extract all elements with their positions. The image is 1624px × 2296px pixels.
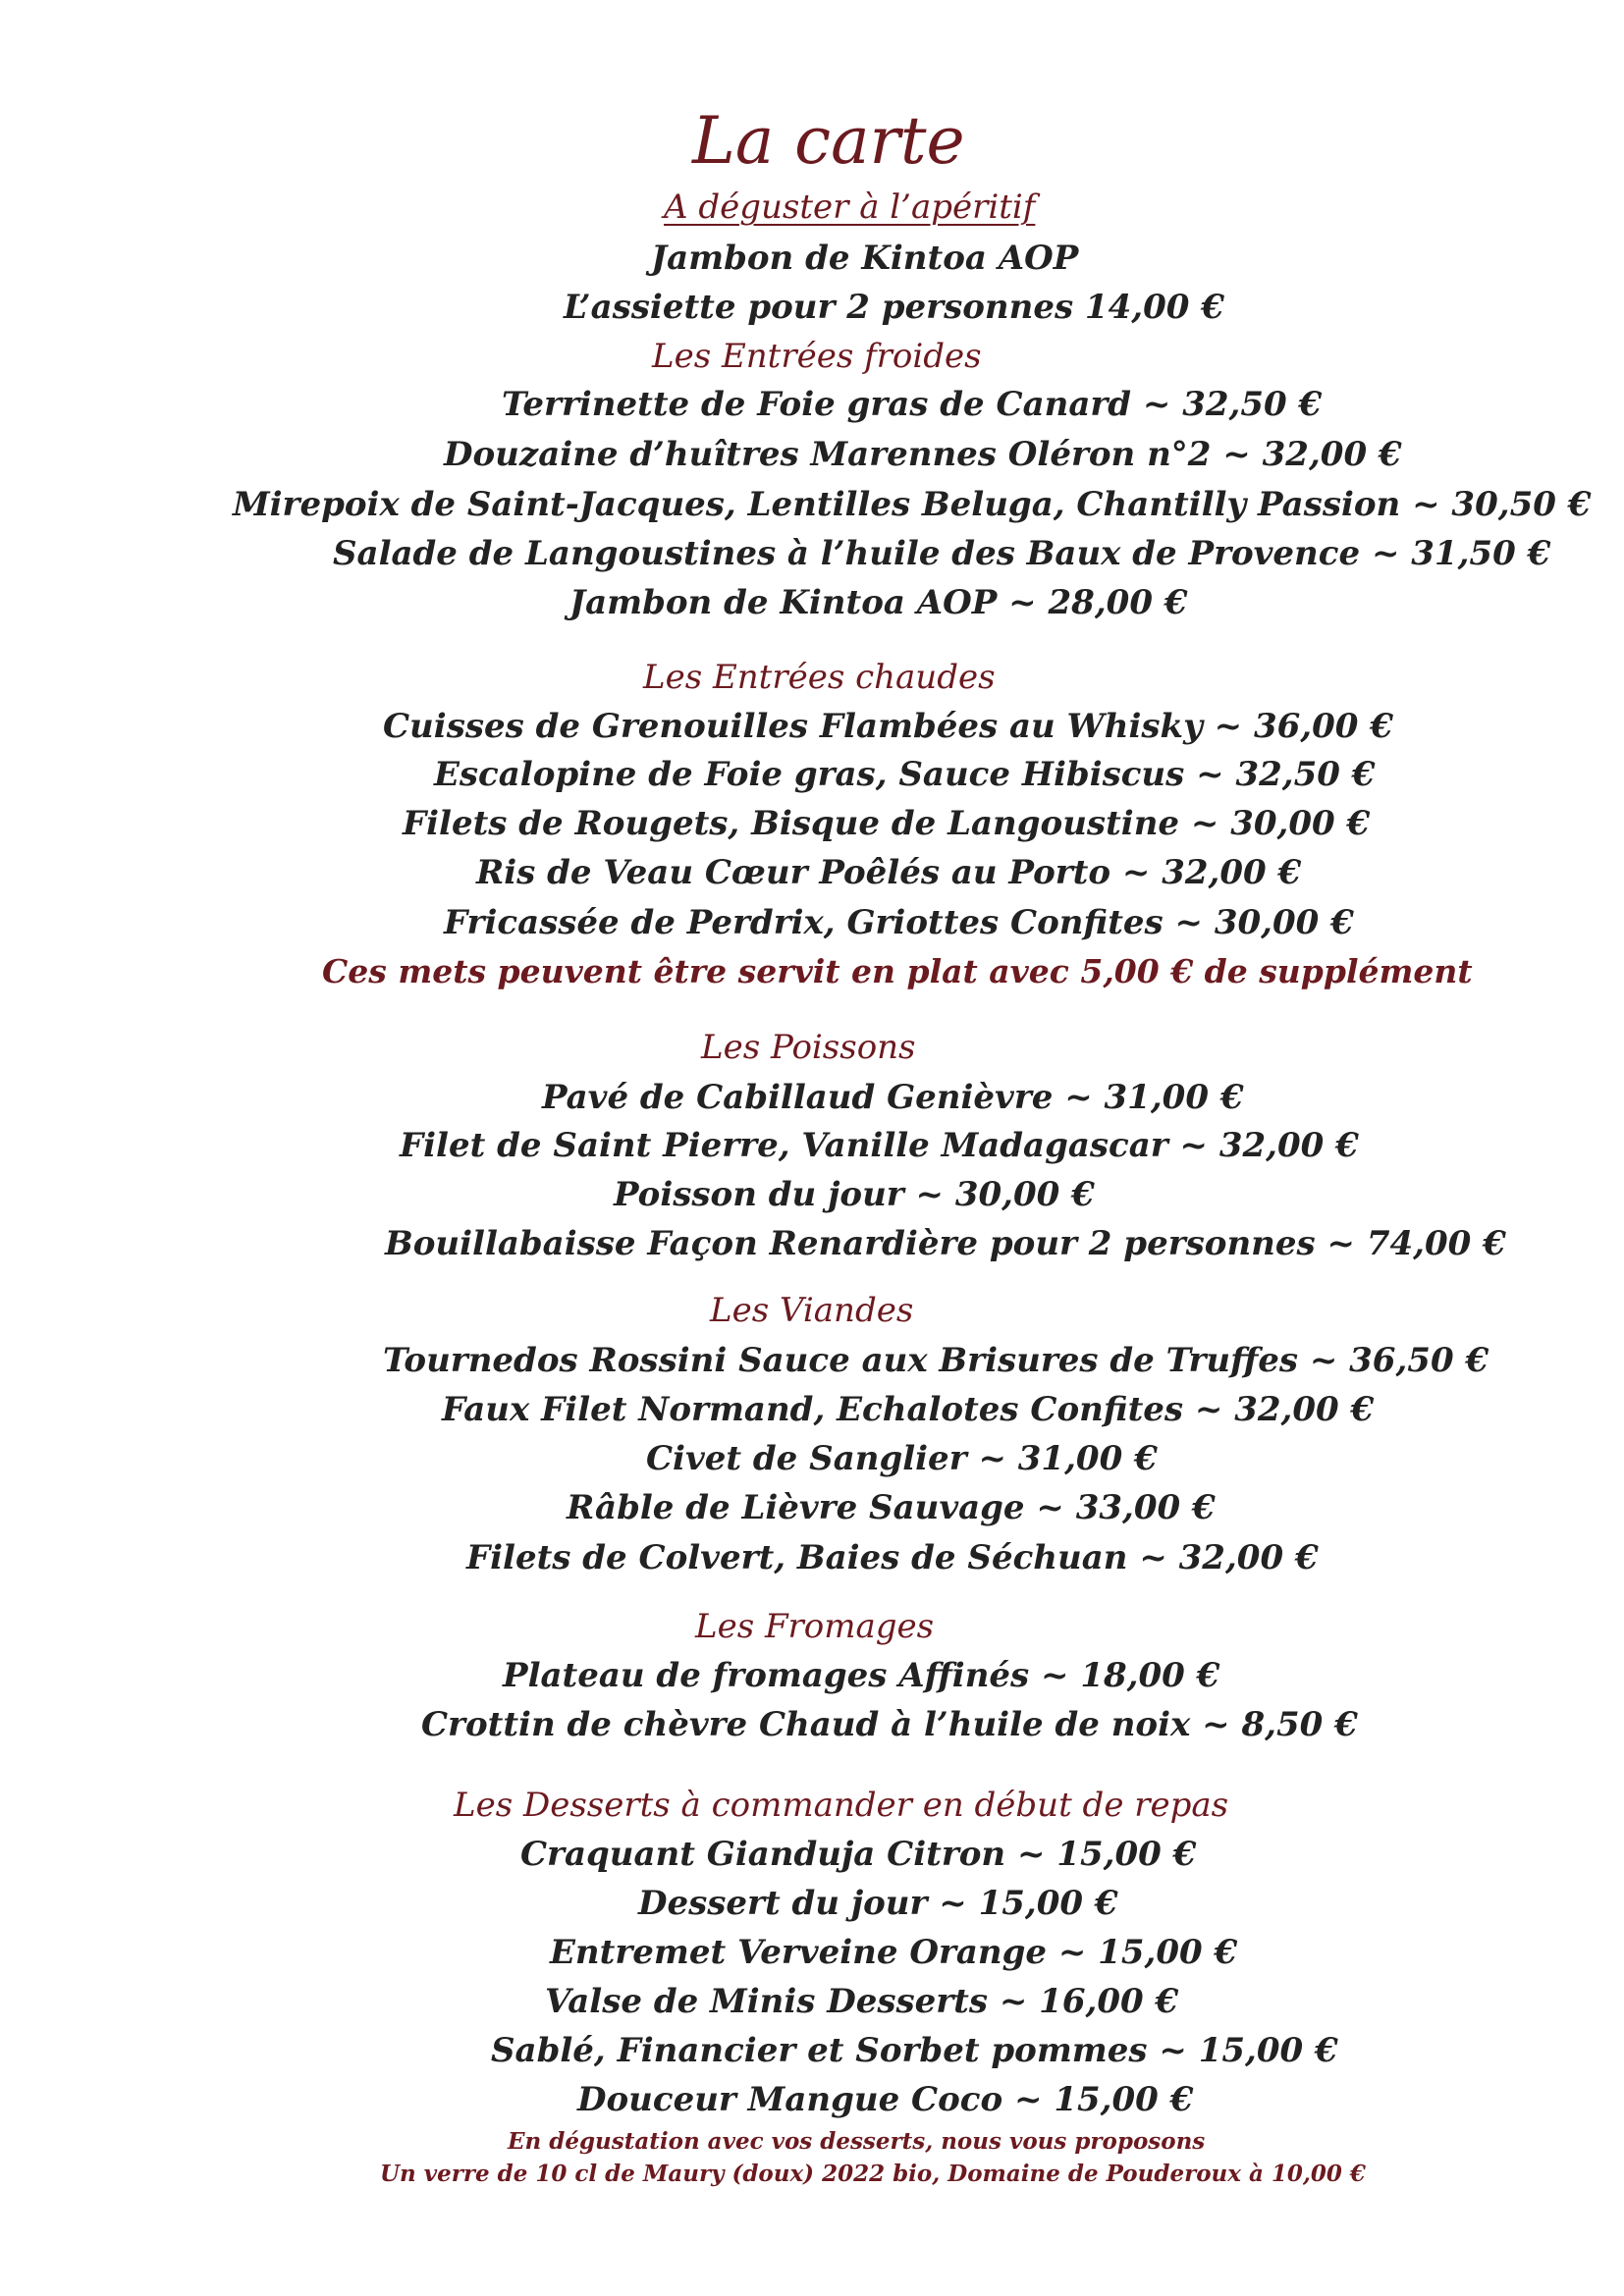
desserts-heading: Les Desserts à commander en début de repas bbox=[454, 1786, 1229, 1825]
menu-item: Escalopine de Foie gras, Sauce Hibiscus ~ 32,50 € bbox=[434, 755, 1376, 794]
menu-item: L’assiette pour 2 personnes 14,00 € bbox=[564, 288, 1224, 327]
menu-item: Craquant Gianduja Citron ~ 15,00 € bbox=[520, 1835, 1197, 1874]
page-title: La carte bbox=[692, 103, 965, 179]
menu-item: Filets de Colvert, Baies de Séchuan ~ 32,00 € bbox=[466, 1538, 1319, 1577]
fromages-heading: Les Fromages bbox=[695, 1607, 935, 1646]
menu-item: Jambon de Kintoa AOP ~ 28,00 € bbox=[569, 583, 1188, 622]
menu-item: Crottin de chèvre Chaud à l’huile de noix ~ 8,50 € bbox=[421, 1705, 1358, 1744]
menu-item: Douzaine d’huîtres Marennes Oléron n°2 ~ 32,00 € bbox=[444, 435, 1402, 474]
aperitif-heading: A déguster à l’apéritif bbox=[664, 187, 1036, 227]
menu-item: Terrinette de Foie gras de Canard ~ 32,50 € bbox=[502, 385, 1323, 424]
menu-item: Entremet Verveine Orange ~ 15,00 € bbox=[550, 1933, 1238, 1972]
menu-item: Poisson du jour ~ 30,00 € bbox=[614, 1175, 1095, 1214]
poissons-heading: Les Poissons bbox=[701, 1028, 916, 1067]
menu-item: Civet de Sanglier ~ 31,00 € bbox=[646, 1439, 1158, 1478]
entrees-chaudes-heading: Les Entrées chaudes bbox=[643, 658, 996, 697]
menu-item: Jambon de Kintoa AOP bbox=[651, 239, 1079, 278]
menu-item: Filets de Rougets, Bisque de Langoustine ~ 30,00 € bbox=[403, 804, 1371, 843]
desserts-note: En dégustation avec vos desserts, nous vous proposons bbox=[508, 2128, 1206, 2155]
menu-item: Fricassée de Perdrix, Griottes Confites ~ 30,00 € bbox=[444, 903, 1354, 942]
desserts-note: Un verre de 10 cl de Maury (doux) 2022 bio, Domaine de Pouderoux à 10,00 € bbox=[380, 2161, 1366, 2187]
menu-item: Tournedos Rossini Sauce aux Brisures de Truffes ~ 36,50 € bbox=[383, 1341, 1489, 1380]
menu-item: Mirepoix de Saint-Jacques, Lentilles Beluga, Chantilly Passion ~ 30,50 € bbox=[233, 485, 1592, 524]
menu-item: Bouillabaisse Façon Renardière pour 2 personnes ~ 74,00 € bbox=[385, 1224, 1506, 1263]
menu-item: Valse de Minis Desserts ~ 16,00 € bbox=[545, 1982, 1179, 2021]
menu-item: Douceur Mangue Coco ~ 15,00 € bbox=[577, 2080, 1194, 2119]
viandes-heading: Les Viandes bbox=[710, 1291, 914, 1330]
menu-item: Sablé, Financier et Sorbet pommes ~ 15,00 € bbox=[491, 2031, 1338, 2070]
menu-item: Filet de Saint Pierre, Vanille Madagascar ~ 32,00 € bbox=[400, 1126, 1359, 1165]
menu-item: Dessert du jour ~ 15,00 € bbox=[638, 1884, 1118, 1923]
menu-item: Cuisses de Grenouilles Flambées au Whisky ~ 36,00 € bbox=[383, 707, 1393, 746]
entrees-froides-heading: Les Entrées froides bbox=[652, 337, 982, 376]
menu-item: Faux Filet Normand, Echalotes Confites ~ 32,00 € bbox=[442, 1390, 1375, 1429]
menu-item: Salade de Langoustines à l’huile des Baux de Provence ~ 31,50 € bbox=[333, 534, 1551, 573]
entrees-chaudes-note: Ces mets peuvent être servit en plat avec 5,00 € de supplément bbox=[322, 952, 1473, 990]
menu-item: Râble de Lièvre Sauvage ~ 33,00 € bbox=[567, 1488, 1216, 1527]
menu-item: Ris de Veau Cœur Poêlés au Porto ~ 32,00 € bbox=[476, 853, 1302, 892]
menu-item: Pavé de Cabillaud Genièvre ~ 31,00 € bbox=[542, 1078, 1244, 1117]
menu-item: Plateau de fromages Affinés ~ 18,00 € bbox=[503, 1656, 1220, 1695]
